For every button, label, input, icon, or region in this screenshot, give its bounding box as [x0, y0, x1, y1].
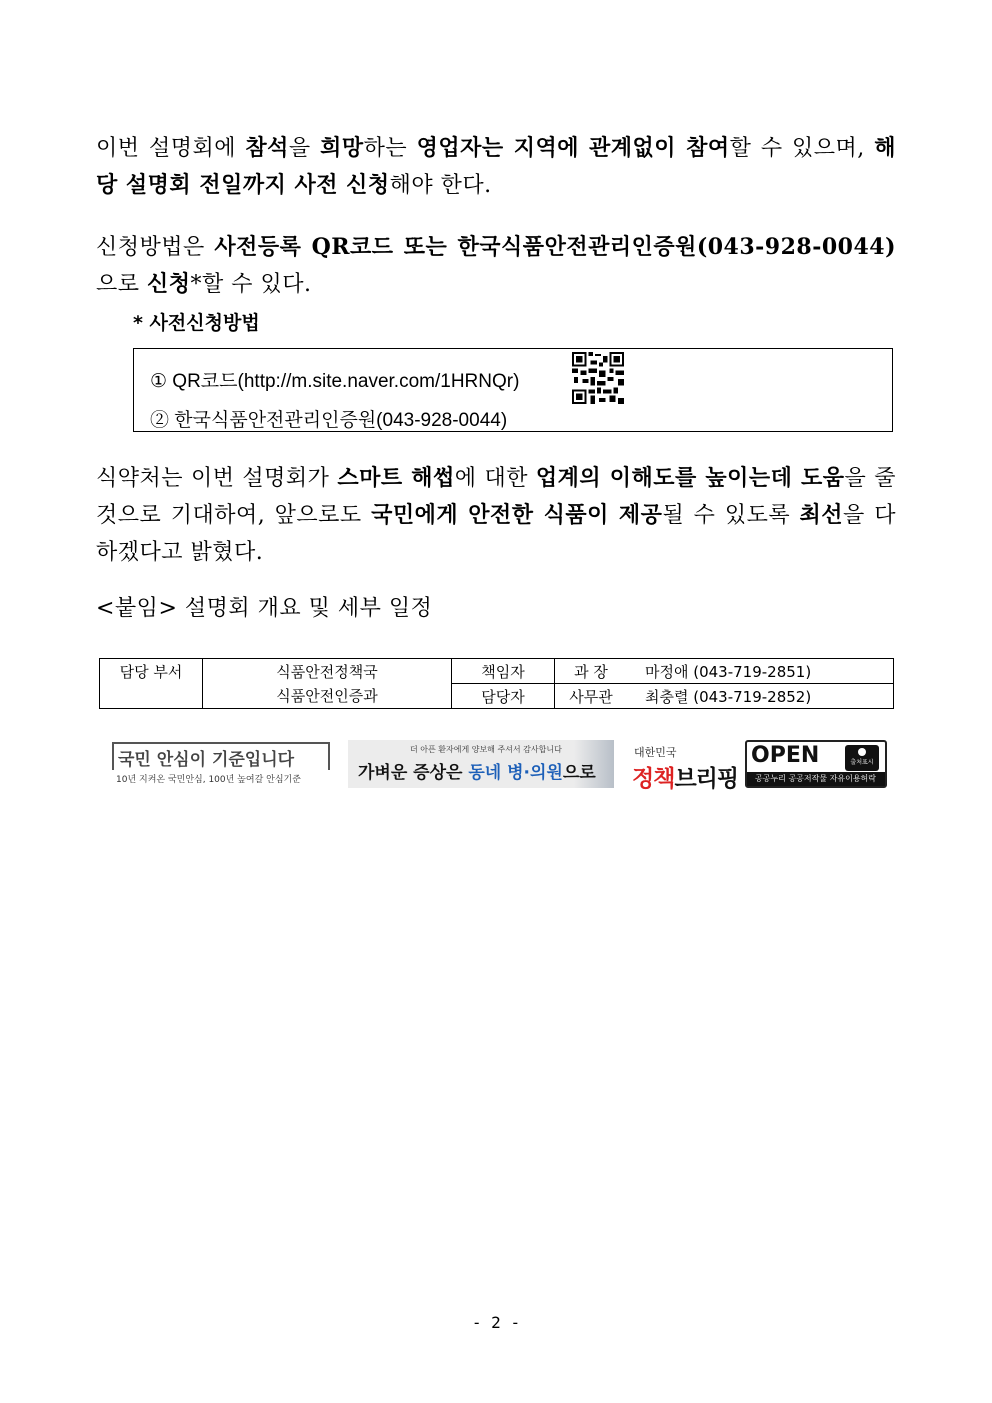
name-phone-cell: 최충렬 (043-719-2852): [627, 684, 894, 709]
banner-title: 국민 안심이 기준입니다: [118, 750, 295, 770]
dept-label-cell: 담당 부서: [100, 659, 203, 709]
banner-caption: 더 아픈 환자에게 양보해 주셔서 감사합니다: [410, 745, 562, 754]
table-row: [100, 659, 894, 684]
license-text: 공공누리 공공저작물 자유이용허락: [747, 772, 885, 786]
title-cell: 과 장: [555, 659, 628, 684]
banner-subtitle: 10년 지켜온 국민안심, 100년 높여갈 안심기준: [116, 775, 301, 785]
agency-phone-line: ② 한국식품안전관리인증원(043-928-0044): [150, 410, 508, 431]
open-logo: OPEN: [751, 743, 820, 768]
application-method-box: [133, 348, 893, 432]
contact-table: [99, 658, 894, 709]
paragraph-application-method: 신청방법은 사전등록 QR코드 또는 한국식품안전관리인증원(043-928-0044) 으로 신청*할 수 있다.: [96, 234, 896, 297]
qr-code-line[interactable]: ① QR코드(http://m.site.naver.com/1HRNQr): [150, 371, 520, 392]
title-cell: 사무관: [555, 684, 628, 709]
role-cell: 책임자: [452, 659, 555, 684]
qr-code-icon[interactable]: [572, 352, 624, 404]
role-cell: 담당자: [452, 684, 555, 709]
paragraph-expectation: 식약처는 이번 설명회가 스마트 해썹에 대한 업계의 이해도를 높이는데 도움을 줄 것으로 기대하여, 앞으로도 국민에게 안전한 식품이 제공될 수 있도록 최선을 다하겠다고 밝혔다.: [96, 465, 896, 565]
logo-caption: 대한민국: [634, 746, 677, 759]
note-heading: * 사전신청방법: [133, 312, 260, 334]
policy-briefing-logo: [632, 740, 739, 792]
dept-division: 식품안전인증과: [276, 686, 378, 705]
attribution-icon: 출처표시: [845, 745, 879, 771]
paragraph-participation: 이번 설명회에 참석을 희망하는 영업자는 지역에 관계없이 참여할 수 있으며, 해당 설명회 전일까지 사전 신청해야 한다.: [96, 135, 897, 198]
dept-bureau: 식품안전정책국: [276, 662, 378, 681]
local-clinic-banner: [348, 740, 614, 788]
banner-slogan: 가벼운 증상은 동네 병·의원으로: [358, 763, 596, 783]
page-number: - 2 -: [471, 1313, 521, 1332]
dept-name-cell: [203, 659, 452, 709]
open-license-badge: [745, 740, 887, 788]
logo-wordmark: 정책브리핑: [632, 766, 739, 792]
safety-standard-banner: [112, 740, 328, 788]
attachment-note: <붙임> 설명회 개요 및 세부 일정: [96, 596, 433, 621]
name-phone-cell: 마정애 (043-719-2851): [627, 659, 894, 684]
